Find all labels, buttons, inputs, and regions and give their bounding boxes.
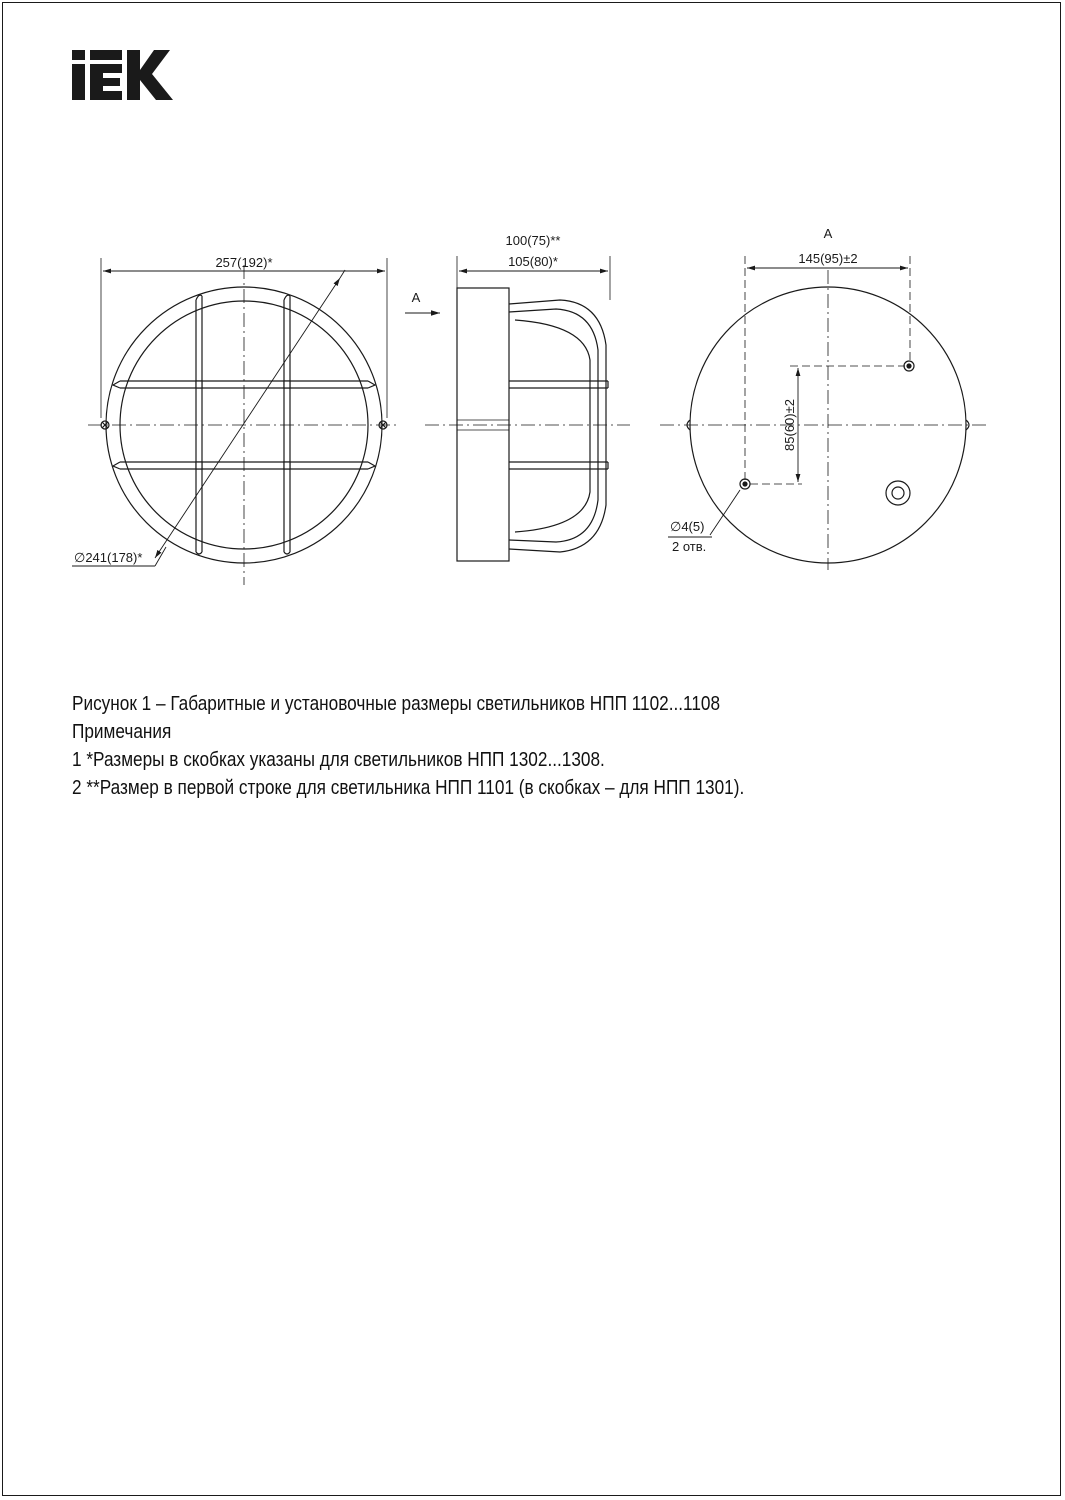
front-diameter-dimension: ∅241(178)* — [74, 550, 143, 565]
notes-block — [72, 690, 1022, 802]
side-depth-dimension-2: 105(80)* — [508, 254, 558, 269]
back-view — [660, 256, 990, 570]
notes-heading: Примечания — [72, 721, 172, 743]
hole-spacing-dimension: 145(95)±2 — [798, 251, 858, 266]
front-view — [72, 258, 400, 585]
side-depth-dimension-1: 100(75)** — [505, 233, 561, 248]
front-width-dimension: 257(192)* — [215, 255, 273, 270]
figure-caption: Рисунок 1 – Габаритные и установочные размеры светильников НПП 1102...1108 — [72, 693, 721, 715]
note-1: 1 *Размеры в скобках указаны для светильников НПП 1302...1308. — [72, 749, 605, 771]
vertical-dimension: 85(60)±2 — [782, 399, 797, 451]
side-view — [405, 256, 630, 561]
back-view-label: A — [823, 226, 833, 241]
drawing-canvas — [0, 0, 1065, 620]
hole-diameter-dimension: ∅4(5) — [670, 519, 705, 534]
note-2: 2 **Размер в первой строке для светильника НПП 1101 (в скобках – для НПП 1301). — [72, 777, 745, 799]
hole-count-label: 2 отв. — [672, 539, 707, 554]
technical-drawing — [0, 0, 1065, 620]
view-arrow-label: A — [411, 290, 421, 305]
